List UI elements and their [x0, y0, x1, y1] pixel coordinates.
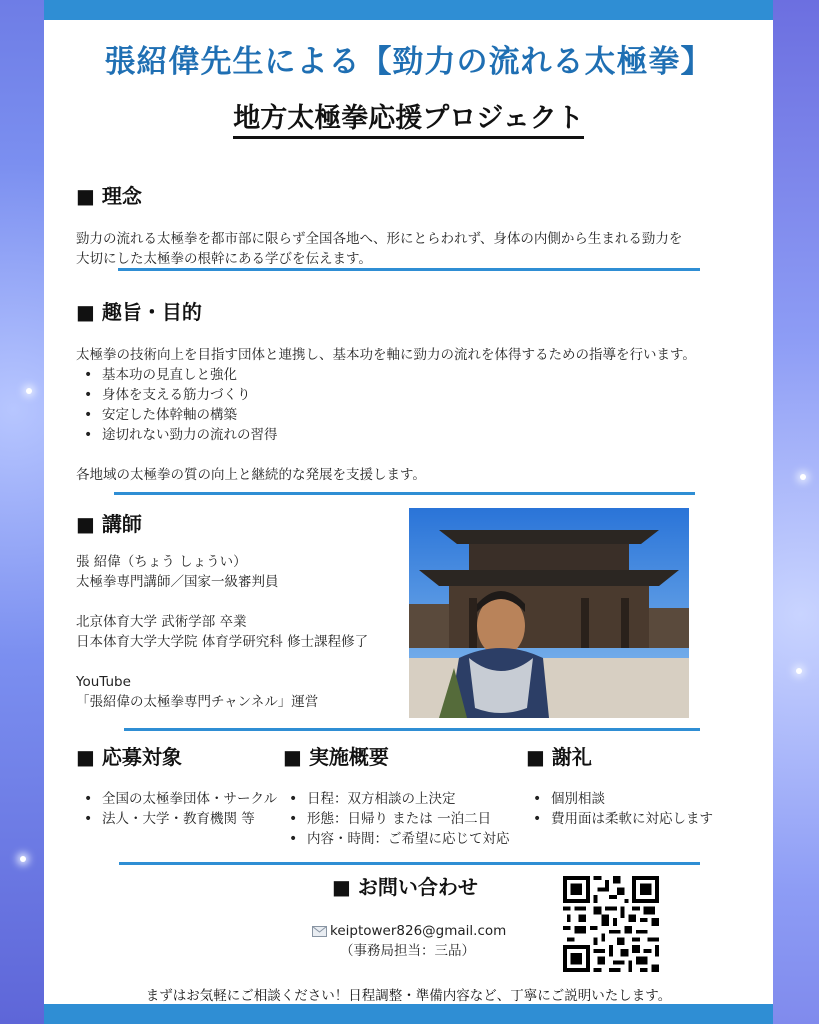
philosophy-text: 勁力の流れる太極拳を都市部に限らず全国各地へ、形にとらわれず、身体の内側から生まれる勁力を 大切にした太極拳の根幹にある学びを伝えます。 [76, 231, 683, 267]
flyer [44, 0, 773, 1024]
sparkle-decoration [800, 474, 806, 480]
instructor-education: 日本体育大学大学院 体育学研究科 修士課程修了 [76, 634, 369, 650]
contact-email[interactable]: keiptower826@gmail.com [330, 923, 507, 939]
purpose-list [76, 365, 576, 445]
instructor-education: 北京体育大学 武術学部 卒業 [76, 614, 247, 630]
top-band [44, 0, 773, 20]
list-item: • 形態：日帰り または 一泊二日 [281, 809, 531, 829]
reward-list [525, 789, 745, 829]
target-heading: ■ 応募対象 [76, 745, 182, 769]
purpose-closing: 各地域の太極拳の質の向上と継続的な発展を支援します。 [76, 467, 426, 483]
contact-email-row [312, 921, 532, 943]
instructor-photo [409, 508, 689, 718]
instructor-profile [76, 552, 406, 712]
instructor-name: 張 紹偉（ちょう しょうい） [76, 554, 247, 570]
sparkle-decoration [20, 856, 26, 862]
contact-heading: ■ お問い合わせ [332, 875, 478, 899]
qr-code[interactable] [563, 876, 659, 972]
sparkle-decoration [26, 388, 32, 394]
page-subtitle: 地方太極拳応援プロジェクト [44, 96, 773, 135]
list-item: • 内容・時間：ご希望に応じて対応 [281, 829, 531, 849]
footer-note: まずはお気軽にご相談ください！日程調整・準備内容など、丁寧にご説明いたします。 [145, 988, 672, 1004]
divider [119, 862, 700, 865]
list-item: • 安定した体幹軸の構築 [76, 405, 576, 425]
target-list [76, 789, 291, 829]
list-item: • 日程：双方相談の上決定 [281, 789, 531, 809]
list-item: • 基本功の見直しと強化 [76, 365, 576, 385]
list-item: • 法人・大学・教育機関 等 [76, 809, 291, 829]
background-left [0, 0, 44, 1024]
list-item: • 途切れない勁力の流れの習得 [76, 425, 576, 445]
contact-person: （事務局担当：三品） [340, 943, 475, 959]
overview-list [281, 789, 531, 849]
envelope-icon [312, 923, 327, 943]
list-item: • 費用面は柔軟に対応します [525, 809, 745, 829]
overview-heading: ■ 実施概要 [283, 745, 389, 769]
purpose-intro: 太極拳の技術向上を目指す団体と連携し、基本功を軸に勁力の流れを体得するための指導を行います。 [76, 347, 696, 363]
philosophy-heading: ■ 理念 [76, 184, 142, 208]
divider [118, 268, 700, 271]
divider [114, 492, 695, 495]
instructor-heading: ■ 講師 [76, 512, 142, 536]
divider [124, 728, 700, 731]
reward-heading: ■ 謝礼 [526, 745, 592, 769]
bottom-band [44, 1004, 773, 1024]
instructor-role: 太極拳専門講師／国家一級審判員 [76, 574, 279, 590]
list-item: • 身体を支える筋力づくり [76, 385, 576, 405]
list-item: • 個別相談 [525, 789, 745, 809]
list-item: • 全国の太極拳団体・サークル [76, 789, 291, 809]
page-title: 張紹偉先生による【勁力の流れる太極拳】 [104, 44, 713, 80]
background-right [773, 0, 819, 1024]
sparkle-decoration [796, 668, 802, 674]
youtube-channel: 「張紹偉の太極拳専門チャンネル」運営 [76, 694, 319, 710]
youtube-label: YouTube [76, 674, 131, 690]
purpose-heading: ■ 趣旨・目的 [76, 300, 202, 324]
